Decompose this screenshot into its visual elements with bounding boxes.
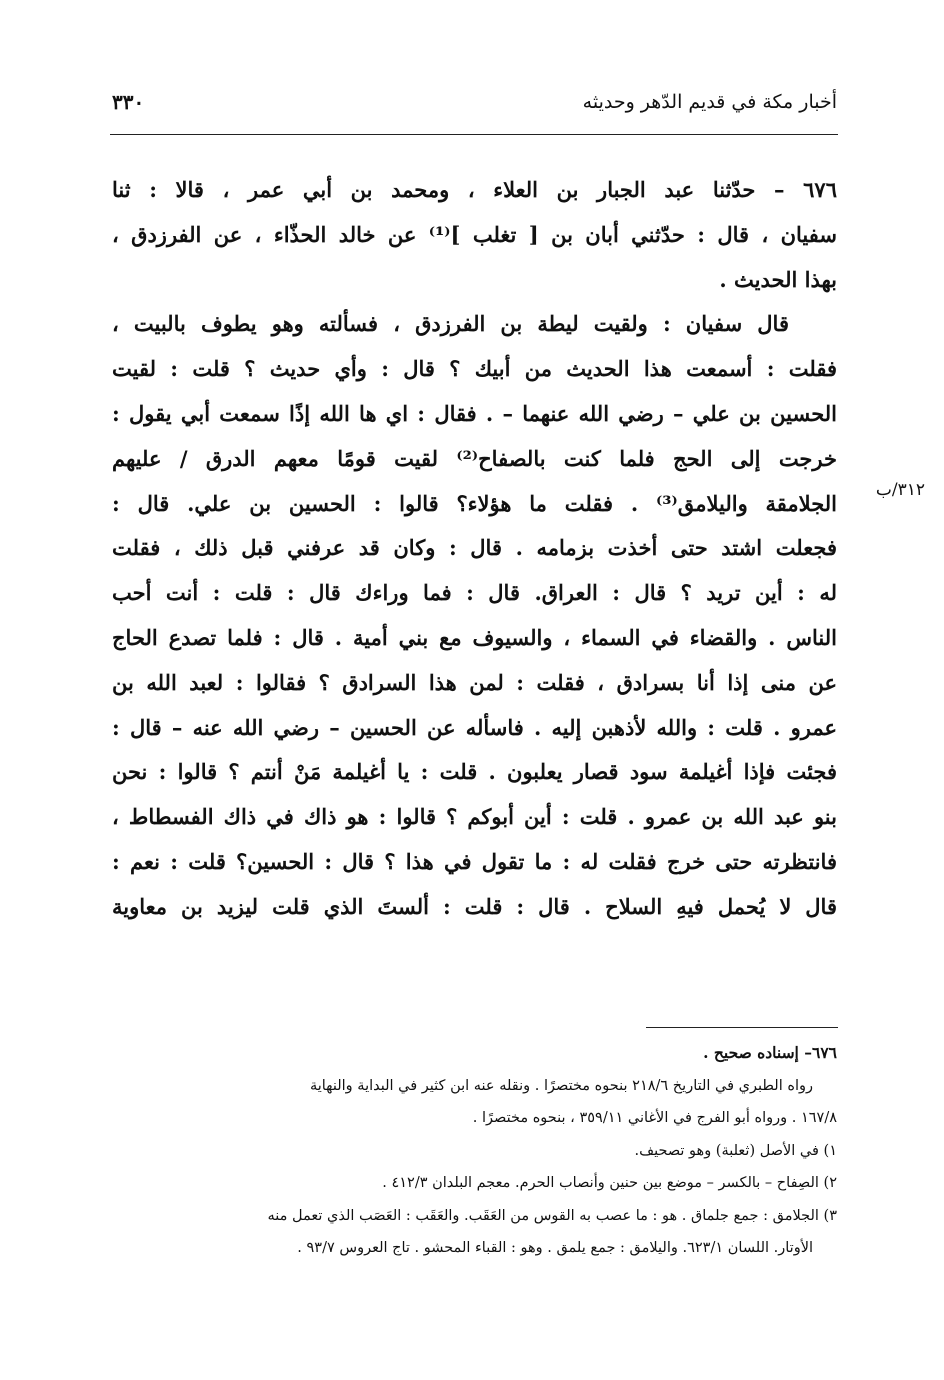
text-line: عمرو . قلت : والله لأذهبن إليه . فاسأله عن الحسين – رضي الله عنه – قال : (112, 714, 837, 740)
margin-folio-note: ٣١٢/ب (875, 480, 925, 500)
text-line: قال سفيان : ولقيت ليطة بن الفرزدق ، فسألته وهو يطوف بالبيت ، (112, 311, 789, 337)
footnote-line: ١) في الأصل (ثعلبة) وهو تصحيف. (634, 1142, 837, 1159)
footnote-line: رواه الطبري في التاريخ ٢١٨/٦ بنحوه مختصرًا . ونقله عنه ابن كثير في البداية والنهاية (309, 1077, 813, 1094)
page-number: ٣٣٠ (112, 90, 145, 114)
footnote-divider (646, 1027, 838, 1028)
text-line: قال لا يُحمل فيهِ السلاح . قال : قلت : ألستَ الذي قلت ليزيد بن معاوية (112, 893, 837, 919)
text-line: بهذا الحديث . (719, 266, 837, 292)
footnote-line: ٢) الصِفاح – بالكسر – موضع بين حنين وأنصاب الحرم. معجم البلدان ٤١٢/٣ . (382, 1175, 837, 1191)
footnote-line: الأوتار. اللسان ٦٢٣/١. واليلامق : جمع يلمق . وهو : القباء المحشو . تاج العروس ٩٣/٧ . (297, 1240, 813, 1256)
text-line: الجلامقة واليلامق⁽³⁾ . فقلت ما هؤلاء؟ قالوا : الحسين بن علي. قال : (112, 490, 837, 516)
text-line: عن منى إذا أنا بسرادق ، فقلت : لمن هذا السرادق ؟ فقالوا : لعبد الله بن (112, 669, 837, 695)
text-line: فقلت : أسمعت هذا الحديث من أبيك ؟ قال : وأي حديث ؟ قلت : لقيت (112, 356, 837, 382)
page-header (112, 82, 837, 122)
footnotes (112, 1037, 837, 1265)
text-line: فجئت فإذا أغيلمة سود قصار يعلبون . قلت : يا أغيلمة مَنْ أنتم ؟ قالوا : نحن (112, 759, 837, 785)
text-line: الحسين بن علي – رضي الله عنهما – . فقال : اي ها الله إذًا سمعت أبي يقول : (112, 400, 837, 426)
text-line: ٦٧٦ – حدّثنا عبد الجبار بن العلاء ، ومحمد بن أبي عمر ، قالا : ثنا (112, 177, 837, 202)
text-line: الناس . والقضاء في السماء ، والسيوف مع بني أمية . قال : فلما تصدع الحاج (112, 624, 837, 650)
footnote-line: ١٦٧/٨ . ورواه أبو الفرج في الأغاني ٣٥٩/١١ ، بنحوه مختصرًا . (472, 1110, 837, 1126)
text-line: خرجت إلى الحج فلما كنت بالصفاح⁽²⁾ لقيت قومًا معهم الدرق / عليهم (112, 445, 837, 471)
text-line: فجعلت اشتد حتى أخذت بزمامه . قال : وكان قد عرفني قبل ذلك ، فقلت (112, 535, 837, 561)
footnote-line: ٦٧٦– إسناده صحيح . (703, 1043, 837, 1062)
text-line: سفيان ، قال : حدّثني أبان بن [ تغلب ]⁽¹⁾ عن خالد الحذّاء ، عن الفرزدق ، (112, 221, 837, 247)
main-text (112, 168, 837, 930)
text-line: له : أين تريد ؟ قال : العراق. قال : فما وراءك قال : قلت : أنت أحب (112, 580, 837, 606)
footnote-line: ٣) الجلامق : جمع جلماق . هو : ما عصب به القوس من العَقَب. والعَقَب : العَصَب الذي تعمل منه (267, 1207, 837, 1224)
header-divider (110, 134, 838, 135)
running-title: أخبار مكة في قديم الدّهر وحديثه (582, 91, 837, 113)
text-line: فانتظرته حتى خرج فقلت له : ما تقول في هذا ؟ قال : الحسين؟ قلت : نعم : (112, 848, 837, 874)
text-line: بنو عبد الله بن عمرو . قلت : أين أبوكم ؟ قالوا : هو ذاك في ذاك الفسطاط ، (112, 804, 837, 830)
